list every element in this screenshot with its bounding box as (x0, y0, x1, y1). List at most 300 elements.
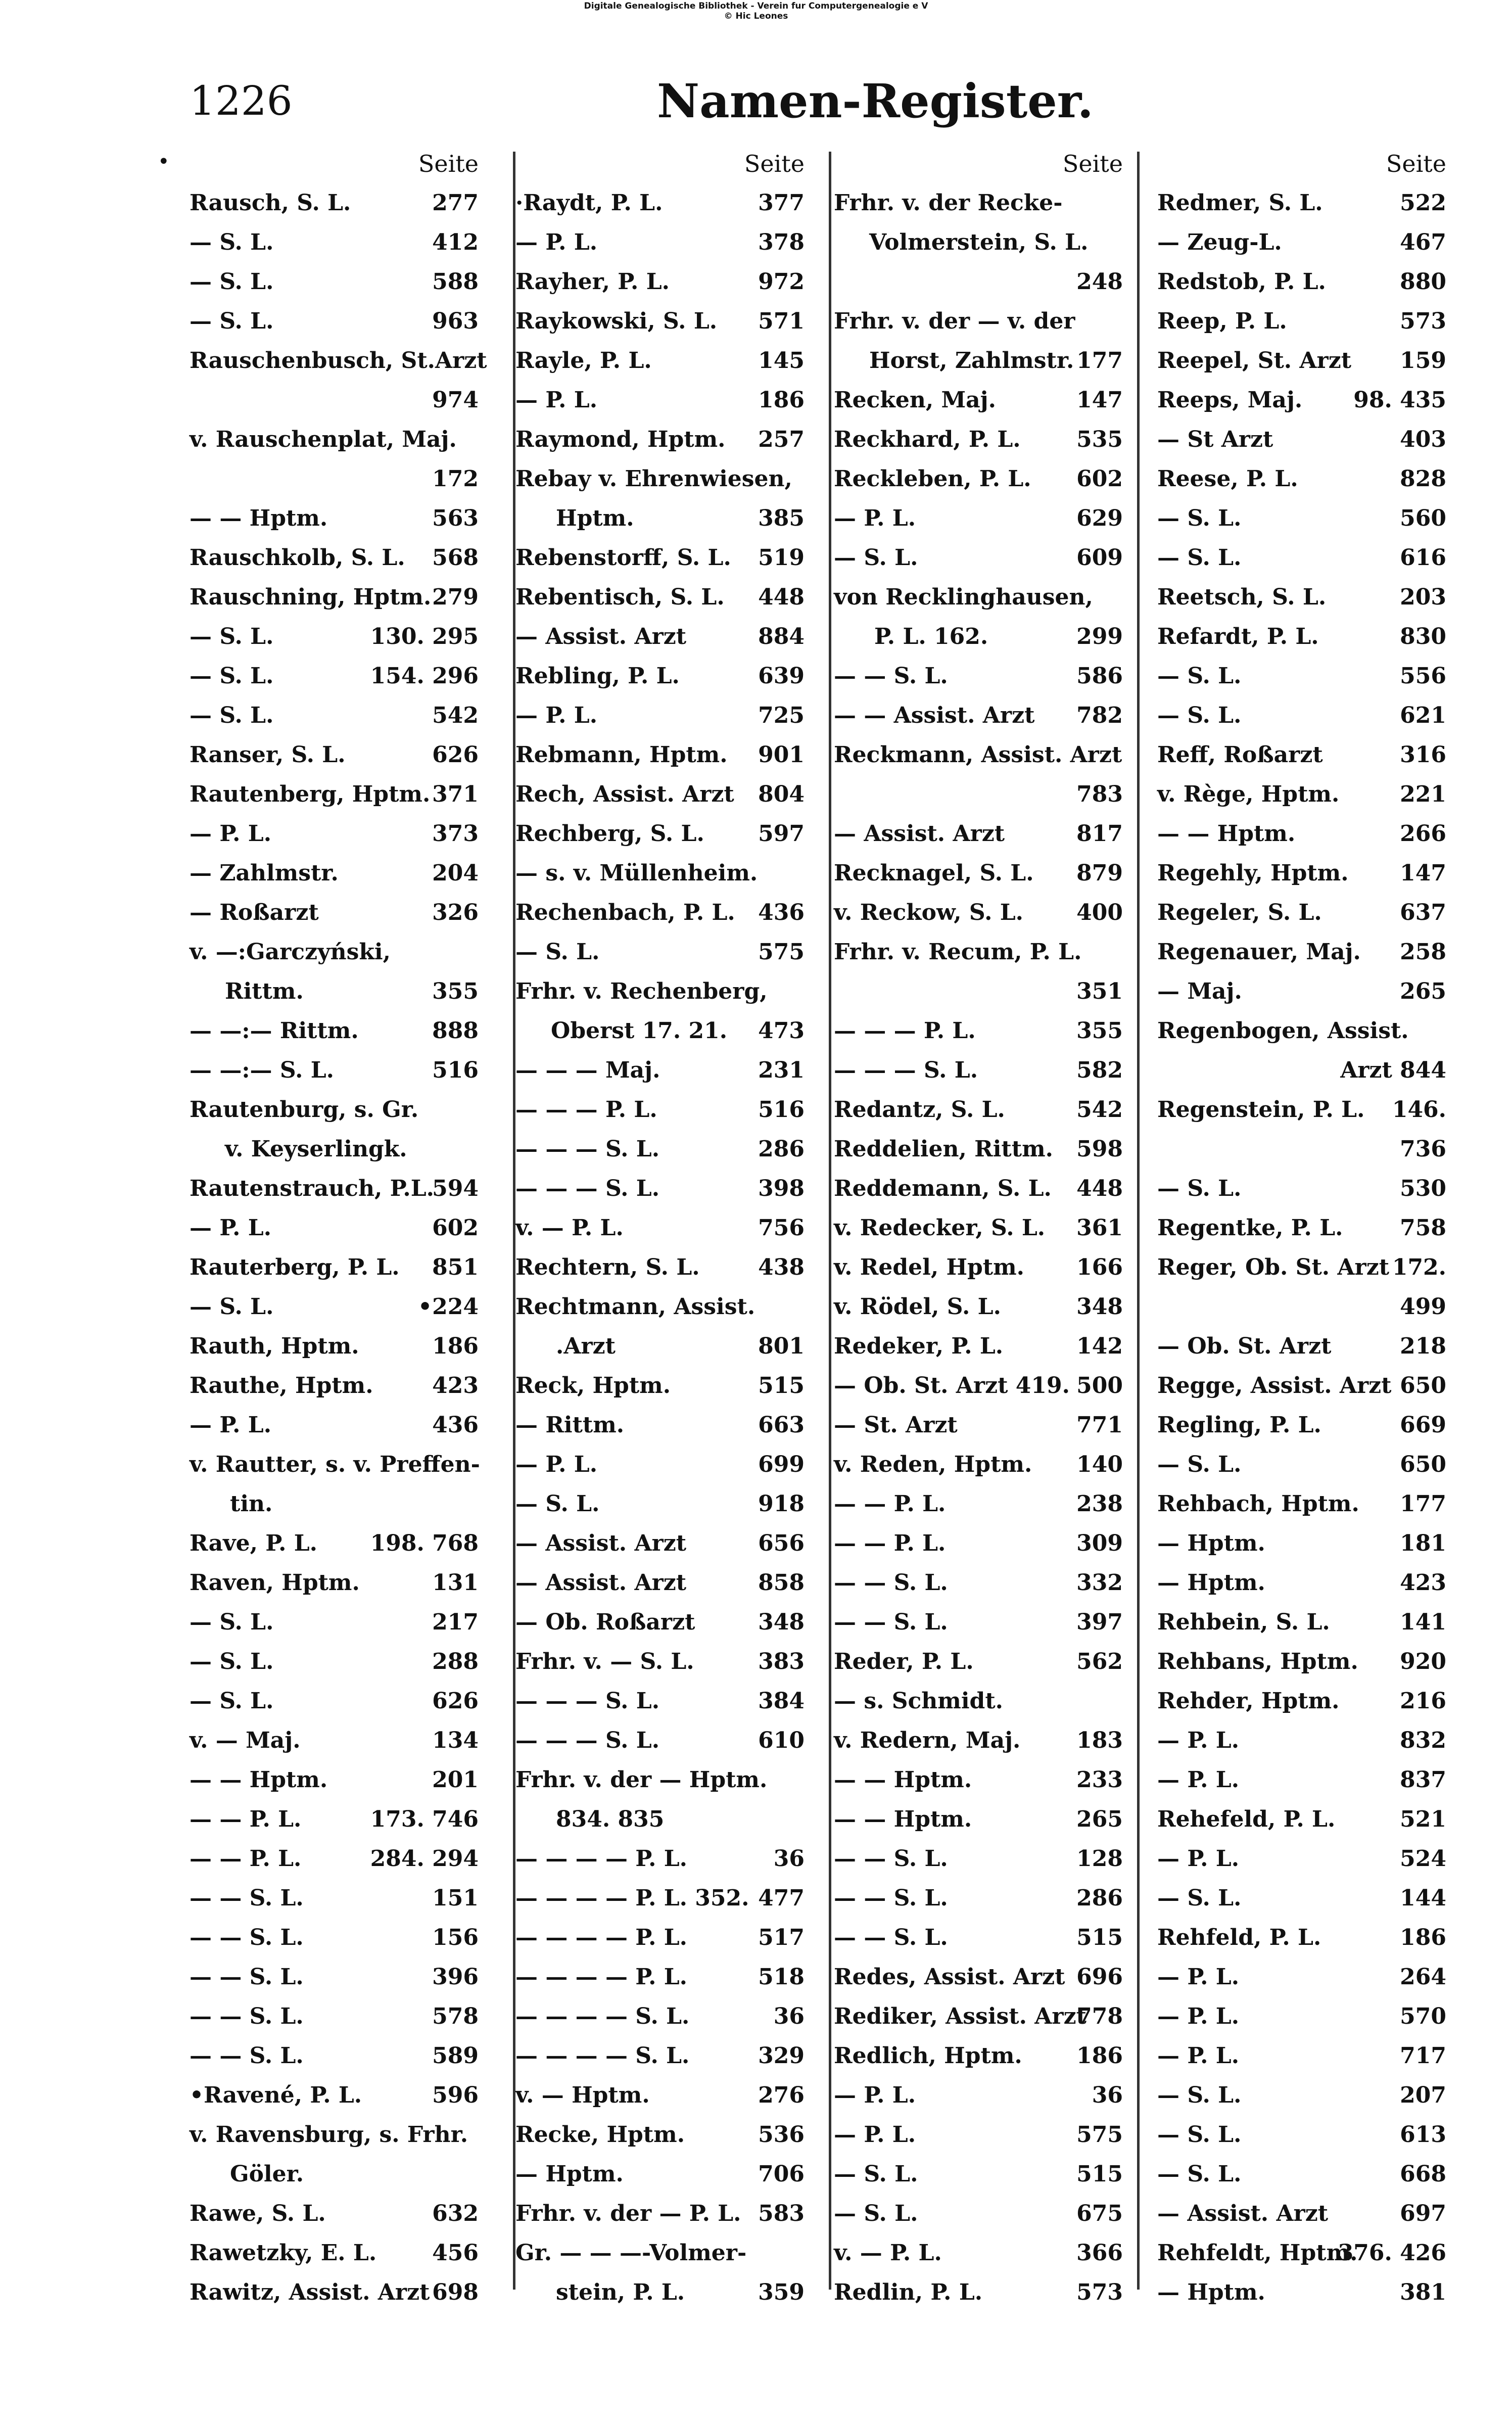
entry-name: Raykowski, S. L. (515, 308, 718, 334)
entry-name: Rehefeld, P. L. (1157, 1806, 1336, 1832)
entry-name: Reckleben, P. L. (834, 466, 1031, 492)
entry-page: 522 (1400, 190, 1446, 216)
entry-page: 851 (432, 1254, 479, 1280)
entry-page: 817 (1076, 821, 1123, 847)
register-entry (1157, 578, 1450, 617)
entry-page: 613 (1400, 2122, 1446, 2148)
entry-page: 299 (1076, 624, 1123, 649)
register-entry (515, 420, 809, 459)
entry-page: 717 (1400, 2043, 1446, 2069)
entry-name: v. — Hptm. (515, 2082, 650, 2108)
entry-page: 563 (432, 505, 479, 531)
entry-page: 131 (432, 1570, 479, 1596)
entry-name: — S. L. (515, 1491, 600, 1517)
entry-name: — — S. L. (190, 1885, 304, 1911)
entry-page: 309 (1076, 1530, 1123, 1556)
entry-name: Frhr. v. der — v. der (834, 308, 1075, 334)
entry-page: 637 (1400, 900, 1446, 925)
register-entry (515, 2036, 809, 2076)
entry-page: 782 (1076, 703, 1123, 728)
credit-line-1: Digitale Genealogische Bibliothek - Verein fur Computergenealogie e V (584, 1, 928, 11)
register-entry (515, 972, 809, 1011)
entry-name: — P. L. (1157, 1846, 1240, 1872)
register-entry (190, 1682, 483, 1721)
entry-name: Rediker, Assist. Arzt (834, 2004, 1086, 2029)
register-entry (515, 1682, 809, 1721)
entry-name: — — Hptm. (834, 1767, 972, 1793)
entry-name: — — P. L. (190, 1806, 302, 1832)
register-entry (1157, 1130, 1450, 1169)
entry-page: 778 (1076, 2004, 1123, 2029)
entry-page: 499 (1400, 1294, 1446, 1320)
register-entry (515, 1169, 809, 1208)
entry-page: 403 (1400, 427, 1446, 452)
entry-page: 696 (1076, 1964, 1123, 1990)
entry-page: 515 (1076, 2161, 1123, 2187)
entry-page: •224 (418, 1294, 479, 1320)
register-entry (190, 617, 483, 657)
entry-page: 626 (432, 742, 479, 768)
register-entry (190, 2233, 483, 2273)
seite-heading: Seite (1062, 150, 1123, 177)
entry-name: — — Hptm. (190, 505, 328, 531)
register-entry (1157, 183, 1450, 223)
register-entry (190, 1918, 483, 1958)
register-entry (1157, 2273, 1450, 2312)
entry-page: 626 (432, 1688, 479, 1714)
entry-page: 186 (1400, 1925, 1446, 1950)
entry-name: — — — — S. L. (515, 2043, 690, 2069)
entry-name: — S. L. (190, 703, 274, 728)
entry-page: 675 (1076, 2201, 1123, 2226)
register-entry (515, 1721, 809, 1760)
entry-name: — P. L. (834, 505, 916, 531)
register-entry (834, 1839, 1127, 1879)
register-entry (515, 1524, 809, 1563)
register-entry (1157, 1327, 1450, 1366)
entry-page: 348 (1076, 1294, 1123, 1320)
entry-page: 920 (1400, 1649, 1446, 1674)
register-entry (834, 2194, 1127, 2233)
entry-page: 423 (1400, 1570, 1446, 1596)
entry-name: v. Redecker, S. L. (834, 1215, 1046, 1241)
register-entry (190, 2273, 483, 2312)
entry-page: 203 (1400, 584, 1446, 610)
register-entry (515, 735, 809, 775)
entry-page: 771 (1076, 1412, 1123, 1438)
entry-page: 172 (432, 466, 479, 492)
entry-name: — — — — P. L. (515, 1964, 687, 1990)
register-entry (1157, 1248, 1450, 1287)
entry-name: Rayle, P. L. (515, 348, 652, 374)
entry-page: 521 (1400, 1806, 1446, 1832)
entry-page: 233 (1076, 1767, 1123, 1793)
register-entry (190, 302, 483, 341)
entry-name: v. —:Garczyński, (190, 939, 391, 965)
entry-name: — P. L. (515, 387, 598, 413)
entry-name: — — Assist. Arzt (834, 703, 1035, 728)
register-entry (190, 1248, 483, 1287)
entry-name: — Ob. St. Arzt 419. (834, 1373, 1070, 1399)
entry-page: 173. 746 (370, 1806, 479, 1832)
register-entry (834, 1721, 1127, 1760)
seite-heading: Seite (1386, 150, 1446, 177)
entry-name: •Ravené, P. L. (190, 2082, 362, 2108)
entry-name: — S. L. (190, 1649, 274, 1674)
entry-name: — Ob. St. Arzt (1157, 1333, 1332, 1359)
entry-page: 518 (758, 1964, 805, 1990)
register-entry (1157, 538, 1450, 578)
register-column-3 (834, 144, 1127, 2312)
entry-name: — St Arzt (1157, 427, 1273, 452)
page-title: Namen-Register. (657, 74, 1094, 128)
register-entry (515, 1445, 809, 1484)
register-entry (190, 1327, 483, 1366)
entry-page: 783 (1076, 781, 1123, 807)
entry-page: 204 (432, 860, 479, 886)
entry-name: — Hptm. (1157, 1530, 1265, 1556)
entry-name: — S. L. (190, 624, 274, 649)
entry-page: 366 (1076, 2240, 1123, 2266)
entry-name: Rech, Assist. Arzt (515, 781, 734, 807)
register-entry (190, 933, 483, 972)
entry-page: Arzt 844 (1340, 1057, 1446, 1083)
register-entry (834, 1011, 1127, 1051)
register-entry (515, 2273, 809, 2312)
entry-page: 571 (758, 308, 805, 334)
entry-page: 456 (432, 2240, 479, 2266)
register-entry (515, 893, 809, 933)
entry-name: Recknagel, S. L. (834, 860, 1034, 886)
entry-name: Regehly, Hptm. (1157, 860, 1349, 886)
register-column-4 (1157, 144, 1450, 2312)
entry-page: 656 (758, 1530, 805, 1556)
entry-name: — — — — P. L. (515, 1925, 687, 1950)
entry-page: 218 (1400, 1333, 1446, 1359)
register-entry (190, 696, 483, 735)
entry-page: 279 (432, 584, 479, 610)
register-entry (1157, 1090, 1450, 1130)
entry-page: 359 (758, 2279, 805, 2305)
entry-name: — — — — S. L. (515, 2004, 690, 2029)
register-entry (190, 1406, 483, 1445)
entry-page: 562 (1076, 1649, 1123, 1674)
register-entry (834, 2076, 1127, 2115)
entry-page: 578 (432, 2004, 479, 2029)
register-entry (515, 1287, 809, 1327)
entry-name: — P. L. (1157, 1767, 1240, 1793)
entry-name: Rebenstorff, S. L. (515, 545, 731, 571)
register-entry (515, 1760, 809, 1800)
entry-name: — S. L. (834, 2201, 918, 2226)
entry-page: 448 (1076, 1176, 1123, 1201)
register-entry (515, 1366, 809, 1406)
entry-name: Rauterberg, P. L. (190, 1254, 400, 1280)
register-entry (1157, 2155, 1450, 2194)
entry-page: 974 (432, 387, 479, 413)
entry-name: — P. L. (515, 703, 598, 728)
register-entry (1157, 1997, 1450, 2036)
entry-name: — Assist. Arzt (515, 1570, 687, 1596)
entry-name: Regenauer, Maj. (1157, 939, 1361, 965)
entry-name: — — S. L. (190, 2004, 304, 2029)
entry-page: 400 (1076, 900, 1123, 925)
entry-page: 725 (758, 703, 805, 728)
register-entry (834, 1445, 1127, 1484)
register-entry (190, 2076, 483, 2115)
entry-name: Rehder, Hptm. (1157, 1688, 1340, 1714)
register-entry (1157, 420, 1450, 459)
register-entry (834, 1958, 1127, 1997)
register-entry (1157, 1682, 1450, 1721)
entry-name: — Hptm. (1157, 2279, 1265, 2305)
entry-page: 145 (758, 348, 805, 374)
register-entry (515, 1642, 809, 1682)
entry-page: 602 (1076, 466, 1123, 492)
entry-name: — S. L. (1157, 703, 1242, 728)
entry-name: — P. L. (834, 2122, 916, 2148)
register-entry (515, 1563, 809, 1603)
entry-name: — S. L. (1157, 663, 1242, 689)
entry-page: 265 (1076, 1806, 1123, 1832)
register-entry (515, 696, 809, 735)
register-entry (834, 972, 1127, 1011)
entry-page: 573 (1076, 2279, 1123, 2305)
entry-page: 448 (758, 584, 805, 610)
register-entry (190, 1524, 483, 1563)
register-entry (190, 735, 483, 775)
entry-page: 436 (758, 900, 805, 925)
register-entry (515, 1839, 809, 1879)
register-entry (515, 1997, 809, 2036)
register-entry (834, 223, 1127, 262)
entry-page: 556 (1400, 663, 1446, 689)
entry-page: 884 (758, 624, 805, 649)
entry-page: 542 (432, 703, 479, 728)
entry-page: 154. 296 (370, 663, 479, 689)
entry-name: — —:— Rittm. (190, 1018, 359, 1044)
entry-name: — P. L. (834, 2082, 916, 2108)
register-entry (834, 1248, 1127, 1287)
register-entry (190, 1011, 483, 1051)
register-entry (1157, 2076, 1450, 2115)
register-entry (834, 814, 1127, 854)
entry-page: 258 (1400, 939, 1446, 965)
register-entry (1157, 1051, 1450, 1090)
entry-page: 412 (432, 229, 479, 255)
entry-name: — S. L. (190, 269, 274, 295)
register-entry (515, 1051, 809, 1090)
entry-page: 231 (758, 1057, 805, 1083)
register-entry (190, 420, 483, 459)
register-entry (1157, 735, 1450, 775)
register-entry (1157, 775, 1450, 814)
register-entry (834, 2115, 1127, 2155)
entry-name: — — Hptm. (190, 1767, 328, 1793)
register-entry (515, 1958, 809, 1997)
entry-page: 265 (1400, 979, 1446, 1004)
register-entry (834, 262, 1127, 302)
entry-name: — P. L. (190, 1215, 272, 1241)
register-entry (834, 1997, 1127, 2036)
register-entry (1157, 1169, 1450, 1208)
entry-name: Rausch, S. L. (190, 190, 351, 216)
register-entry (1157, 854, 1450, 893)
entry-name: — Assist. Arzt (834, 821, 1005, 847)
register-entry (1157, 1406, 1450, 1445)
entry-page: 972 (758, 269, 805, 295)
entry-page: 650 (1400, 1452, 1446, 1477)
entry-page: 629 (1076, 505, 1123, 531)
entry-page: 396 (432, 1964, 479, 1990)
entry-name: Regenbogen, Assist. (1157, 1018, 1409, 1044)
entry-name: — P. L. (1157, 1728, 1240, 1753)
register-entry (190, 2155, 483, 2194)
entry-name: v. Rège, Hptm. (1157, 781, 1340, 807)
register-entry (515, 2076, 809, 2115)
entry-page: 609 (1076, 545, 1123, 571)
entry-name: Volmerstein, S. L. (869, 229, 1089, 255)
entry-page: 216 (1400, 1688, 1446, 1714)
entry-page: 373 (432, 821, 479, 847)
entry-name: — P. L. (1157, 1964, 1240, 1990)
entry-page: 348 (758, 1609, 805, 1635)
entry-name: — — S. L. (190, 1964, 304, 1990)
entry-page: 288 (432, 1649, 479, 1674)
entry-name: Recke, Hptm. (515, 2122, 685, 2148)
entry-name: Regge, Assist. Arzt (1157, 1373, 1392, 1399)
entry-name: Rauthe, Hptm. (190, 1373, 373, 1399)
entry-name: Ranser, S. L. (190, 742, 346, 768)
entry-name: — — P. L. (834, 1530, 946, 1556)
entry-page: 351 (1076, 979, 1123, 1004)
entry-name: — S. L. (1157, 1176, 1242, 1201)
entry-name: Redlin, P. L. (834, 2279, 983, 2305)
entry-page: 879 (1076, 860, 1123, 886)
register-entry (190, 854, 483, 893)
entry-name: — P. L. (190, 821, 272, 847)
entry-name: — — S. L. (834, 1846, 948, 1872)
register-entry (834, 2155, 1127, 2194)
register-entry (1157, 302, 1450, 341)
register-entry (515, 302, 809, 341)
entry-name: — S. L. (1157, 505, 1242, 531)
entry-name: Rechberg, S. L. (515, 821, 704, 847)
register-entry (834, 420, 1127, 459)
entry-name: — S. L. (515, 939, 600, 965)
entry-name: Frhr. v. der Recke- (834, 190, 1063, 216)
entry-name: Reep, P. L. (1157, 308, 1287, 334)
entry-name: v. Ravensburg, s. Frhr. (190, 2122, 468, 2148)
entry-name: Frhr. v. — S. L. (515, 1649, 694, 1674)
register-entry (834, 2233, 1127, 2273)
entry-name: v. Redel, Hptm. (834, 1254, 1024, 1280)
entry-page: 535 (1076, 427, 1123, 452)
entry-page: 134 (432, 1728, 479, 1753)
entry-page: 286 (758, 1136, 805, 1162)
entry-page: 589 (432, 2043, 479, 2069)
entry-name: Reetsch, S. L. (1157, 584, 1327, 610)
entry-page: 377 (758, 190, 805, 216)
entry-name: v. Rödel, S. L. (834, 1294, 1001, 1320)
entry-page: 632 (432, 2201, 479, 2226)
entry-page: 156 (432, 1925, 479, 1950)
entry-page: 570 (1400, 2004, 1446, 2029)
entry-page: 918 (758, 1491, 805, 1517)
entry-name: — S. L. (190, 229, 274, 255)
entry-name: — — P. L. (834, 1491, 946, 1517)
register-entry (190, 1051, 483, 1090)
register-entry (834, 302, 1127, 341)
entry-name: Rave, P. L. (190, 1530, 317, 1556)
entry-name: Rehbein, S. L. (1157, 1609, 1330, 1635)
entry-name: Rayher, P. L. (515, 269, 670, 295)
entry-page: 597 (758, 821, 805, 847)
entry-name: Rehbans, Hptm. (1157, 1649, 1358, 1674)
register-entry (1157, 1603, 1450, 1642)
entry-name: — S. L. (190, 1294, 274, 1320)
register-entry (190, 1642, 483, 1682)
credit-line-2: © Hic Leones (724, 11, 788, 21)
entry-page: 238 (1076, 1491, 1123, 1517)
entry-page: 361 (1076, 1215, 1123, 1241)
entry-name: — S. L. (1157, 1885, 1242, 1911)
entry-name: Raymond, Hptm. (515, 427, 726, 452)
entry-name: — Hptm. (1157, 1570, 1265, 1596)
entry-page: 316 (1400, 742, 1446, 768)
entry-page: 697 (1400, 2201, 1446, 2226)
entry-page: 517 (758, 1925, 805, 1950)
entry-page: 668 (1400, 2161, 1446, 2187)
entry-name: — — — P. L. (834, 1018, 976, 1044)
register-entry (515, 183, 809, 223)
register-entry (515, 1918, 809, 1958)
entry-name: — — S. L. (190, 2043, 304, 2069)
entry-name: Rebentisch, S. L. (515, 584, 725, 610)
register-entry (515, 341, 809, 381)
register-entry (834, 1051, 1127, 1090)
register-entry (834, 1642, 1127, 1682)
register-entry (515, 1879, 809, 1918)
register-entry (834, 341, 1127, 381)
column-divider (1137, 152, 1140, 2290)
entry-name: — s. Schmidt. (834, 1688, 1003, 1714)
register-entry (834, 2036, 1127, 2076)
entry-name: Rehfeld, P. L. (1157, 1925, 1321, 1950)
entry-page: 436 (432, 1412, 479, 1438)
register-entry (515, 617, 809, 657)
entry-page: 276 (758, 2082, 805, 2108)
register-entry (190, 538, 483, 578)
entry-page: 530 (1400, 1176, 1446, 1201)
entry-page: 36 (1092, 2082, 1123, 2108)
entry-name: Regeler, S. L. (1157, 900, 1322, 925)
register-entry (515, 459, 809, 499)
entry-name: — — — S. L. (515, 1136, 660, 1162)
entry-name: Redlich, Hptm. (834, 2043, 1022, 2069)
entry-page: 186 (758, 387, 805, 413)
entry-name: Frhr. v. der — P. L. (515, 2201, 741, 2226)
entry-name: Reeps, Maj. (1157, 387, 1303, 413)
register-entry (834, 1287, 1127, 1327)
entry-page: 217 (432, 1609, 479, 1635)
seite-heading: Seite (418, 150, 479, 177)
register-entry (1157, 1366, 1450, 1406)
entry-page: 832 (1400, 1728, 1446, 1753)
entry-name: Recken, Maj. (834, 387, 996, 413)
entry-name: Rauschkolb, S. L. (190, 545, 405, 571)
entry-page: 586 (1076, 663, 1123, 689)
